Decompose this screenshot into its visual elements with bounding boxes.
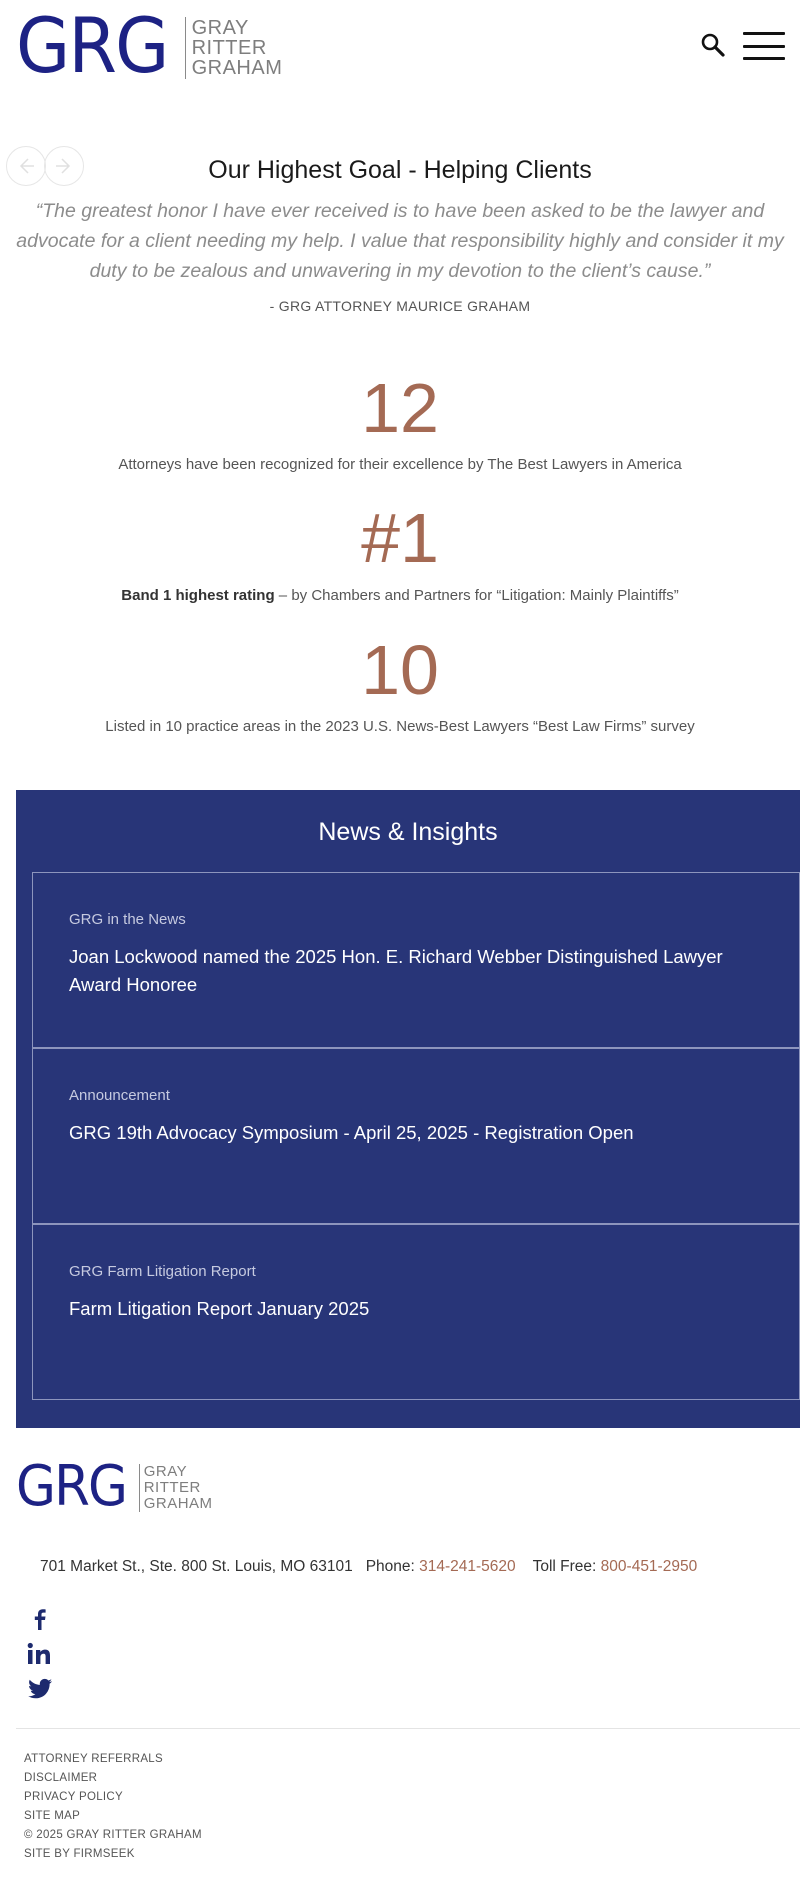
stat-number: 12 [361, 369, 439, 447]
logo-wordmark [192, 18, 283, 78]
footer-contact [40, 1558, 697, 1576]
tollfree-link[interactable]: 800-451-2950 [600, 1558, 698, 1575]
testimonial-author: - GRG ATTORNEY MAURICE GRAHAM [269, 298, 531, 314]
footer-link-privacy-policy[interactable]: PRIVACY POLICY [24, 1791, 124, 1803]
hamburger-menu-icon [743, 32, 785, 35]
footer-address: 701 Market St., Ste. 800 St. Louis, MO 63101 [40, 1558, 353, 1575]
search-button[interactable] [700, 32, 726, 58]
phone-label: Phone: [365, 1558, 420, 1575]
footer-link-disclaimer[interactable]: DISCLAIMER [24, 1772, 98, 1784]
site-header [0, 0, 800, 100]
logo-divider [139, 1464, 140, 1512]
logo-mark: GRG [16, 1454, 127, 1519]
logo-word: GRAHAM [143, 1495, 213, 1512]
logo-word: GRAY [191, 17, 249, 39]
site-logo[interactable] [16, 1, 283, 90]
logo-mark: GRG [16, 1, 168, 90]
tollfree-label: Toll Free: [532, 1558, 601, 1575]
news-card[interactable] [32, 872, 800, 1048]
testimonial-title: Our Highest Goal - Helping Clients [208, 156, 592, 184]
logo-word: GRAHAM [191, 57, 283, 79]
footer-divider [16, 1728, 800, 1729]
stat-number: #1 [361, 499, 439, 577]
logo-word: GRAY [143, 1463, 188, 1480]
news-headline[interactable]: Farm Litigation Report January 2025 [69, 1298, 370, 1319]
stat-number: 10 [361, 631, 439, 709]
news-headline[interactable]: Joan Lockwood named the 2025 Hon. E. Richard Webber Distinguished Lawyer Award Honoree [69, 946, 723, 995]
twitter-link[interactable] [26, 1676, 54, 1702]
footer-logo[interactable] [16, 1454, 213, 1519]
menu-button[interactable] [743, 32, 785, 60]
stat-description-bold: Band 1 highest rating [121, 587, 275, 604]
linkedin-icon [26, 1641, 54, 1667]
news-section [16, 790, 800, 1428]
news-card[interactable] [32, 1048, 800, 1224]
linkedin-link[interactable] [26, 1641, 54, 1667]
logo-word: RITTER [143, 1479, 201, 1496]
search-icon [700, 32, 726, 58]
footer-copyright: © 2025 GRAY RITTER GRAHAM [24, 1829, 202, 1841]
stat-description: Listed in 10 practice areas in the 2023 U.S. News-Best Lawyers “Best Law Firms” survey [105, 718, 695, 735]
footer-links [24, 1750, 202, 1864]
twitter-icon [26, 1676, 54, 1702]
stat-description: Attorneys have been recognized for their excellence by The Best Lawyers in America [118, 456, 682, 473]
news-section-title: News & Insights [318, 818, 498, 846]
testimonial-quote: “The greatest honor I have ever received is to have been asked to be the lawyer and advocate for a client needing my help. I value that responsibility highly and consider it my duty to be zealous and unwavering in my devotion to the client’s cause.” [16, 200, 784, 282]
stat-description-rest: – by Chambers and Partners for “Litigation: Mainly Plaintiffs” [274, 587, 679, 604]
footer-link-attorney-referrals[interactable]: ATTORNEY REFERRALS [24, 1753, 163, 1765]
logo-divider [185, 17, 186, 79]
footer-link-site-map[interactable]: SITE MAP [24, 1810, 81, 1822]
news-category: GRG Farm Litigation Report [69, 1263, 256, 1280]
news-category: GRG in the News [69, 911, 186, 928]
news-card[interactable] [32, 1224, 800, 1400]
logo-word: RITTER [191, 37, 267, 59]
news-headline[interactable]: GRG 19th Advocacy Symposium - April 25, 2025 - Registration Open [69, 1122, 634, 1143]
stat-description [0, 587, 800, 604]
logo-wordmark [144, 1464, 213, 1512]
facebook-icon [26, 1606, 54, 1632]
facebook-link[interactable] [26, 1606, 54, 1632]
phone-link[interactable]: 314-241-5620 [419, 1558, 516, 1575]
news-category: Announcement [69, 1087, 170, 1104]
footer-link-site-by[interactable]: SITE BY FIRMSEEK [24, 1848, 135, 1860]
